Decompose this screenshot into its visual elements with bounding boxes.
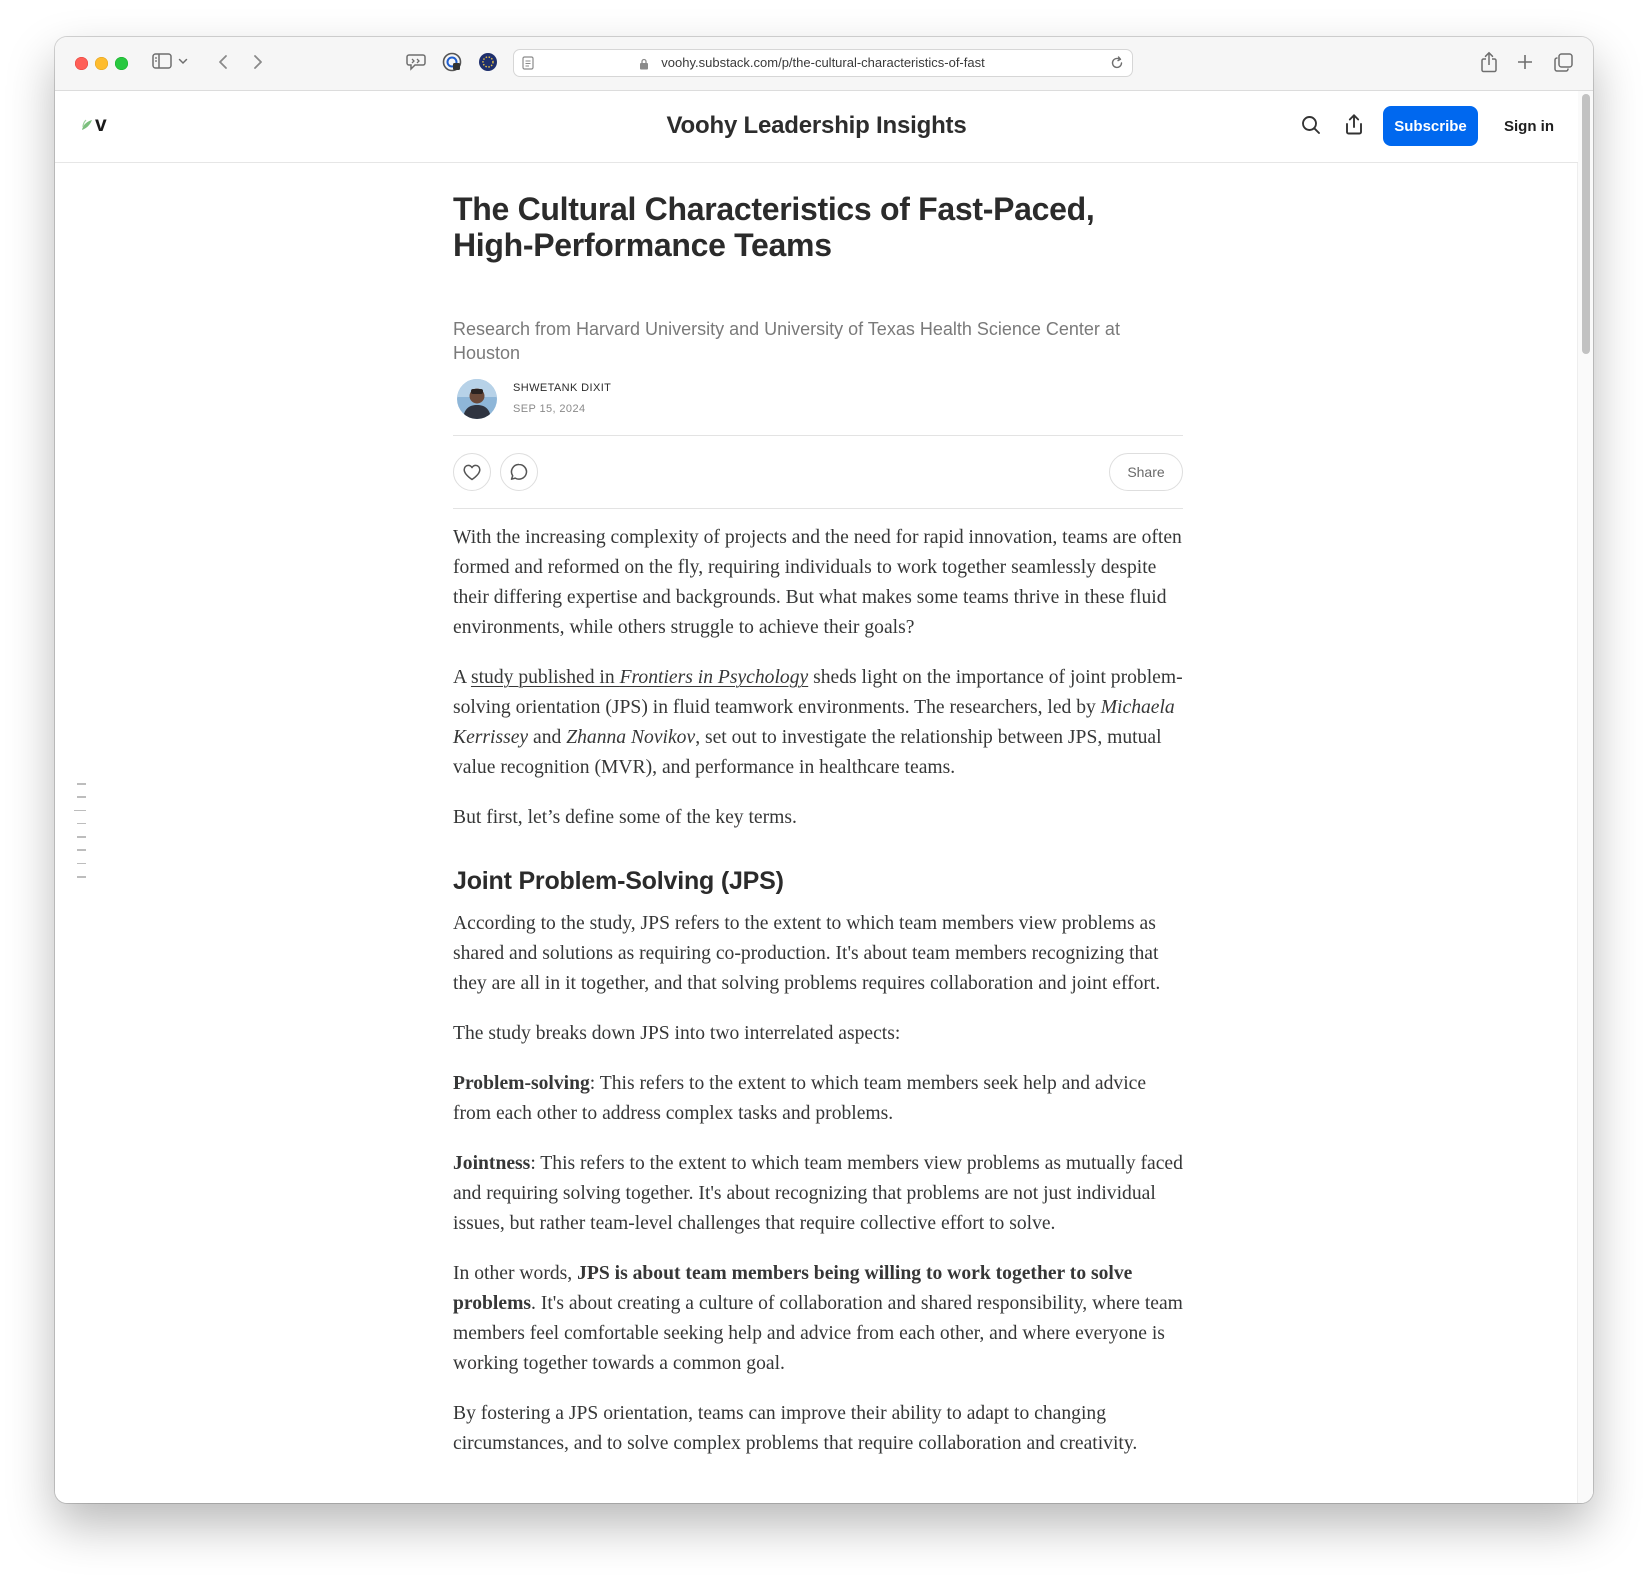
paragraph: Jointness: This refers to the extent to which team members view problems as mutually faced and requiring solving together. It's about recognizing that problems are not just individual issues, but rather team-level challenges that require collective effort to solve.: [453, 1153, 1183, 1234]
scrollbar[interactable]: [1577, 91, 1593, 1503]
paragraph: But first, let’s define some of the key terms.: [453, 807, 797, 828]
paragraph: According to the study, JPS refers to the extent to which team members view problems as shared and solutions as requiring co-production. It's about team members recognizing that they are all in it together, and that solving problems requires collaboration and joint effort.: [453, 913, 1161, 994]
page-viewport: [55, 91, 1593, 1503]
url-text[interactable]: voohy.substack.com/p/the-cultural-characteristics-of-fast: [661, 55, 985, 70]
subscribe-button[interactable]: Subscribe: [1383, 106, 1478, 146]
comment-button[interactable]: [500, 453, 538, 491]
reload-icon[interactable]: [1110, 56, 1124, 75]
extension-password-icon[interactable]: [442, 52, 462, 72]
paragraph: In other words, JPS is about team members being willing to work together to solve problems. It's about creating a culture of collaboration and shared responsibility, where team members feel comfortable seeking help and advice from each other, and where everyone is working together towards a common goal.: [453, 1263, 1183, 1374]
divider: [453, 508, 1183, 509]
section-heading: Joint Problem-Solving (JPS): [453, 867, 784, 895]
forward-icon[interactable]: [253, 54, 263, 70]
scrollbar-thumb[interactable]: [1582, 94, 1590, 354]
address-bar[interactable]: [513, 49, 1133, 77]
comment-icon: [510, 463, 528, 481]
share-post-icon[interactable]: [1345, 113, 1363, 140]
search-icon[interactable]: [1301, 115, 1321, 140]
minimize-window-button[interactable]: [95, 57, 108, 70]
like-button[interactable]: [453, 453, 491, 491]
tab-overview-icon[interactable]: [1554, 53, 1573, 72]
extension-chat-icon[interactable]: [406, 53, 426, 71]
share-button[interactable]: Share: [1109, 453, 1183, 491]
study-link[interactable]: study published in Frontiers in Psychology: [470, 667, 809, 688]
site-title[interactable]: Voohy Leadership Insights: [666, 112, 967, 139]
post-date: SEP 15, 2024: [513, 403, 586, 415]
paragraph: With the increasing complexity of projects and the need for rapid innovation, teams are often formed and reformed on the fly, requiring individuals to work together seamlessly despite their differing expertise and backgrounds. But what makes some teams thrive in these fluid environments, while others struggle to achieve their goals?: [453, 527, 1182, 638]
browser-toolbar: [55, 37, 1593, 91]
paragraph: A study published in Frontiers in Psychology sheds light on the importance of joint problem-solving orientation (JPS) in fluid teamwork environments. The researchers, led by Michaela Kerrissey and Zhanna Novikov, set out to investigate the relationship between JPS, mutual value recognition (MVR), and performance in healthcare teams.: [453, 667, 1183, 778]
table-of-contents-indicator[interactable]: [74, 783, 86, 889]
author-name[interactable]: SHWETANK DIXIT: [513, 382, 612, 394]
heart-icon: [463, 464, 481, 481]
new-tab-icon[interactable]: [1517, 54, 1533, 70]
site-logo-letter: v: [95, 113, 107, 136]
post-title: The Cultural Characteristics of Fast-Paced, High-Performance Teams: [453, 191, 1095, 263]
browser-window: [55, 37, 1593, 1503]
sidebar-toggle-icon[interactable]: [152, 53, 172, 69]
paragraph: Problem-solving: This refers to the extent to which team members seek help and advice from each other to address complex tasks and problems.: [453, 1073, 1147, 1124]
post-subtitle: Research from Harvard University and University of Texas Health Science Center at Houston: [453, 319, 1120, 363]
author-avatar[interactable]: [457, 379, 497, 419]
zoom-window-button[interactable]: [115, 57, 128, 70]
chevron-down-icon[interactable]: [178, 58, 188, 65]
extension-globe-icon[interactable]: [478, 52, 498, 72]
share-icon[interactable]: [1480, 51, 1498, 73]
paragraph: By fostering a JPS orientation, teams can improve their ability to adapt to changing circumstances, and to solve complex problems that require collaboration and creativity.: [453, 1403, 1138, 1454]
sign-in-button[interactable]: Sign in: [1504, 117, 1554, 135]
divider: [453, 435, 1183, 436]
paragraph: The study breaks down JPS into two interrelated aspects:: [453, 1023, 901, 1044]
site-header: [55, 91, 1578, 163]
close-window-button[interactable]: [75, 57, 88, 70]
back-icon[interactable]: [218, 54, 228, 70]
post-body: [453, 523, 1183, 1479]
